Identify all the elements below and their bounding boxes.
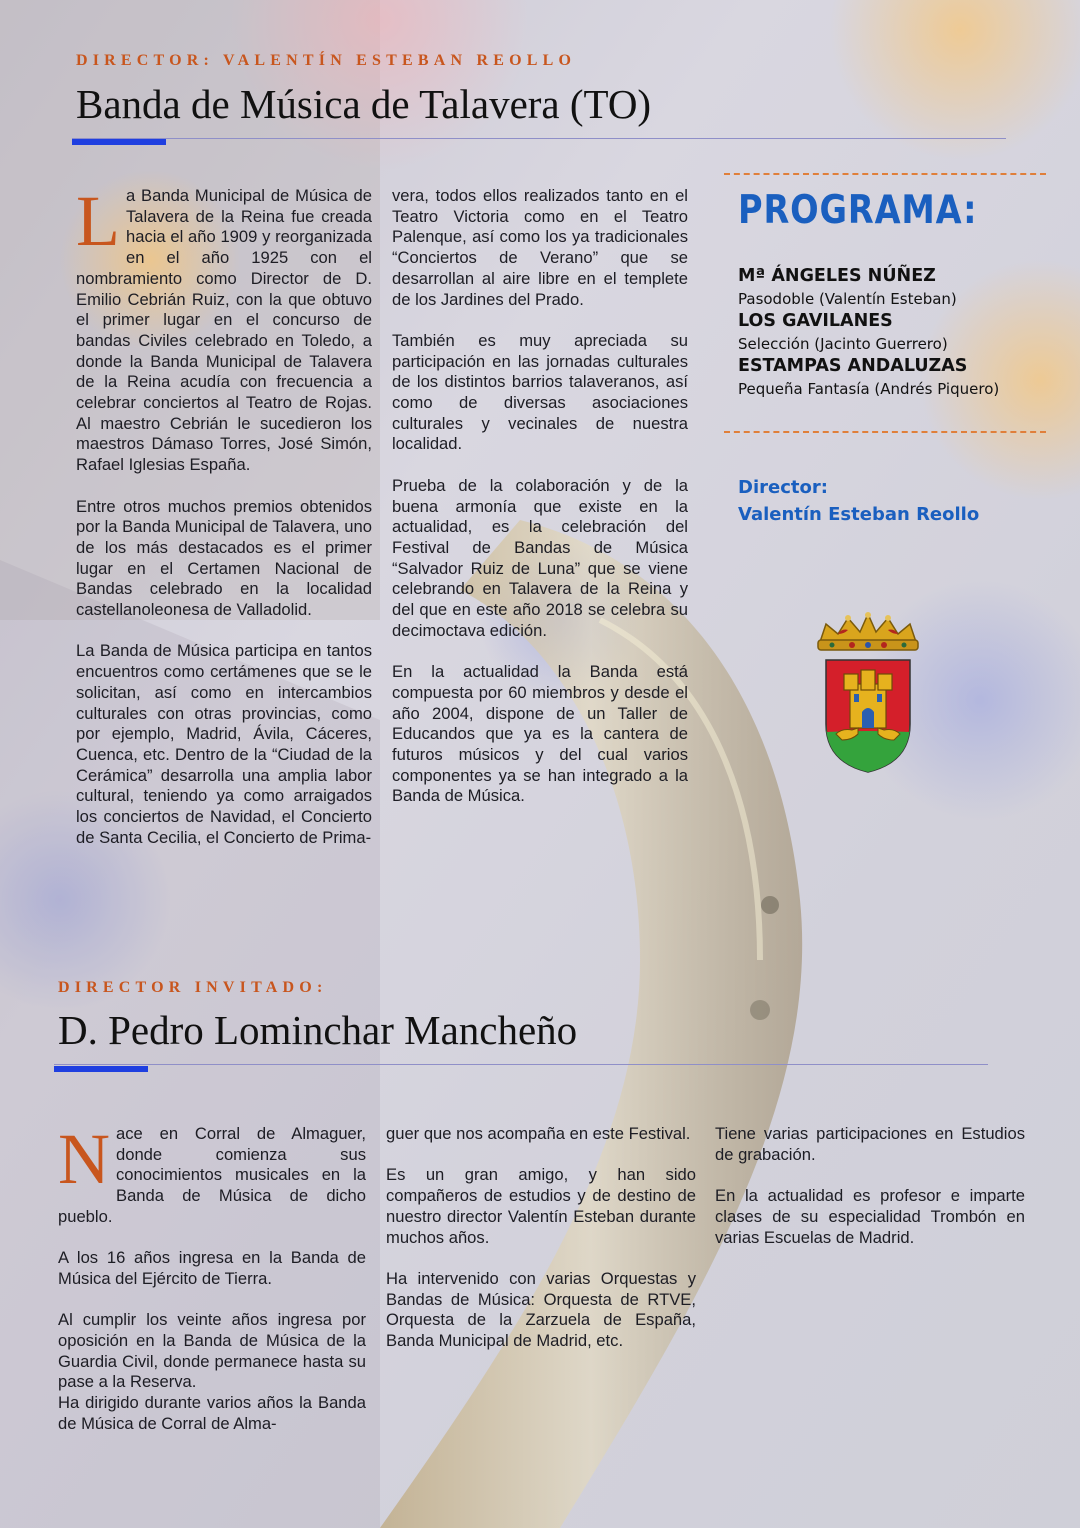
section2-column-2: [386, 1124, 696, 1352]
section2-title: D. Pedro Lominchar Mancheño: [58, 1007, 578, 1053]
programa-desc: Selección (Jacinto Guerrero): [738, 335, 948, 353]
coat-of-arms-icon: [812, 612, 924, 774]
programa-director-label: Director:: [738, 477, 828, 498]
programa-director-name: Valentín Esteban Reollo: [738, 504, 980, 525]
programa-title: PROGRAMA:: [738, 188, 978, 233]
programa-top-dashes: [724, 173, 1046, 175]
section1-dropcap: L: [76, 181, 120, 261]
programa-item: [738, 310, 1048, 355]
section2-divider: [54, 1064, 988, 1065]
section2-paragraph: Al cumplir los veinte años ingresa por oposición en la Banda de Música de la Guardia Civil, donde permanece hasta su pase a la Reserva.: [58, 1310, 366, 1392]
section1-paragraph: Entre otros muchos premios obtenidos por la Banda Municipal de Talavera, uno de los más destacados es el primer lugar en el Certamen Nacional de Bandas celebrado en la localidad castellanoleonesa de Valladolid.: [76, 496, 372, 620]
section2-paragraph: Tiene varias participaciones en Estudios de grabación.: [715, 1124, 1025, 1164]
programa-list: [738, 265, 1048, 400]
section1-paragraph: En la actualidad la Banda está compuesta por 60 miembros y desde el año 2004, dispone de un Taller de Educandos que ya es la cantera de futuros músicos y del cual varios componentes ya se han integrado a la Banda de Música.: [392, 662, 688, 806]
section2-paragraph: Ha dirigido durante varios años la Banda de Música de Corral de Alma-: [58, 1393, 366, 1433]
programa-desc: Pasodoble (Valentín Esteban): [738, 290, 957, 308]
section2-paragraph: ace en Corral de Almaguer, donde comienza sus conocimientos musicales en la Banda de Música de dicho pueblo.: [58, 1124, 366, 1226]
programa-bottom-dashes: [724, 431, 1046, 433]
section2-kicker: DIRECTOR INVITADO:: [58, 979, 328, 996]
section2-paragraph: Ha intervenido con varias Orquestas y Bandas de Música: Orquesta de RTVE, Orquesta de la Zarzuela de España, Banda Municipal de Madrid, etc.: [386, 1268, 696, 1350]
section1-column-2: [392, 186, 688, 807]
section2-dropcap: N: [58, 1119, 110, 1199]
section2-column-1: [58, 1119, 366, 1435]
section1-title: Banda de Música de Talavera (TO): [76, 81, 652, 127]
section2-accent-bar: [54, 1066, 148, 1072]
programa-piece: LOS GAVILANES: [738, 311, 893, 331]
programa-item: [738, 265, 1048, 310]
section1-divider: [72, 138, 1006, 139]
section1-paragraph: a Banda Municipal de Música de Talavera de la Reina fue creada hacia el año 1909 y reorganizada en el año 1925 con el nombramiento como Director de D. Emilio Cebrián Ruiz, con la que obtuvo el primer lugar en el concurso de bandas Civiles celebrado en Toledo, a donde la Banda Municipal de Talavera de la Reina acudía con frecuencia a celebrar conciertos al Teatro de Rojas. Al maestro Cebrián le sucedieron los maestros Dámaso Torres, José Simón, Rafael Iglesias España.: [76, 186, 372, 475]
section1-accent-bar: [72, 139, 166, 145]
section2-paragraph: En la actualidad es profesor e imparte clases de su especialidad Trombón en varias Escuelas de Madrid.: [715, 1186, 1025, 1247]
section2-paragraph: Es un gran amigo, y han sido compañeros de estudios y de destino de nuestro director Valentín Esteban durante muchos años.: [386, 1165, 696, 1247]
section1-paragraph: vera, todos ellos realizados tanto en el Teatro Victoria como en el Teatro Palenque, así como los ya tradicionales “Conciertos de Verano” que se desarrollan al aire libre en el templete de los Jardines del Prado.: [392, 186, 688, 309]
programa-piece: ESTAMPAS ANDALUZAS: [738, 356, 968, 376]
section1-column-1: [76, 181, 372, 848]
section1-paragraph: La Banda de Música participa en tantos encuentros como certámenes que se le solicitan, así como en intercambios culturales con otras provincias, como por ejemplo, Madrid, Ávila, Cáceres, Cuenca, etc. Dentro de la “Ciudad de la Cerámica” desarrolla una amplia labor cultural, teniendo ya como arraigados los conciertos de Navidad, el Concierto de Santa Cecilia, el Concierto de Prima-: [76, 641, 372, 847]
section1-paragraph: También es muy apreciada su participación en las jornadas culturales de los distintos barrios talaveranos, así como de diversas asociaciones culturales y vecinales de nuestra localidad.: [392, 330, 688, 454]
programa-director: [738, 474, 979, 528]
programa-item: [738, 355, 1048, 400]
section1-paragraph: Prueba de la colaboración y de la buena armonía que existe en la actualidad, es la celebración del Festival de Bandas de Música “Salvador Ruiz de Luna” que se viene celebrando en Talavera de la Reina y del que en este año 2018 se celebra su decimoctava edición.: [392, 475, 688, 640]
section1-kicker: DIRECTOR: VALENTÍN ESTEBAN REOLLO: [76, 52, 577, 69]
section2-paragraph: guer que nos acompaña en este Festival.: [386, 1124, 691, 1143]
section2-paragraph: A los 16 años ingresa en la Banda de Música del Ejército de Tierra.: [58, 1248, 366, 1288]
programa-piece: Mª ÁNGELES NÚÑEZ: [738, 266, 936, 286]
section2-column-3: [715, 1124, 1025, 1248]
programa-desc: Pequeña Fantasía (Andrés Piquero): [738, 380, 1000, 398]
